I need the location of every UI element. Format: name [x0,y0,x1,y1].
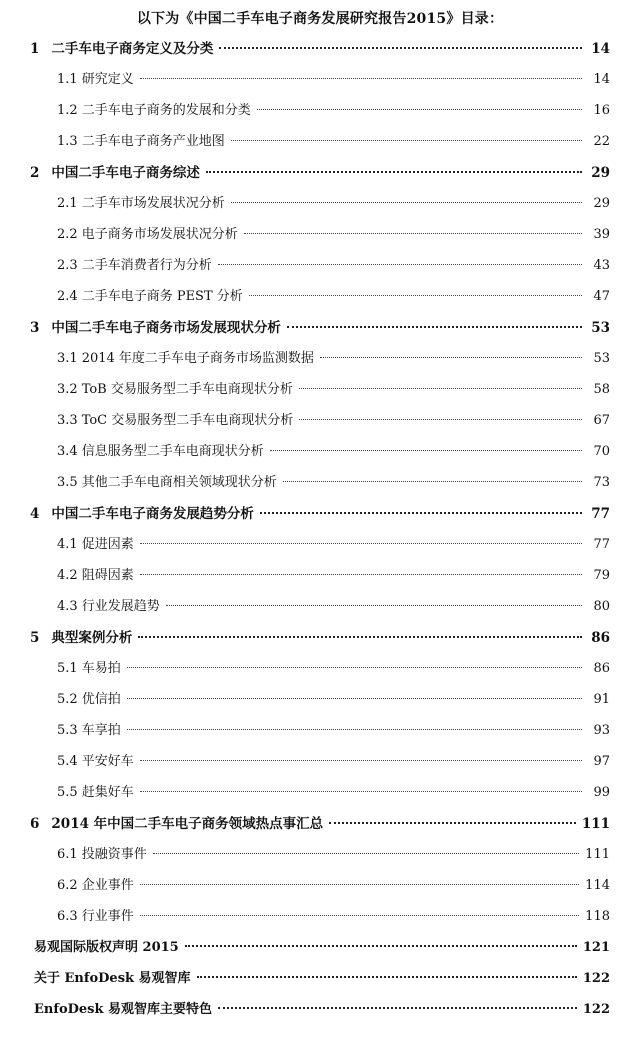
dot-leader [320,357,582,358]
toc-page-number: 118 [585,909,610,924]
toc-chapter[interactable] [30,503,610,525]
toc-label: 投融资事件 [81,847,147,862]
dot-leader [127,667,582,668]
toc-number: 3.5 [57,475,78,490]
toc-section[interactable] [57,131,610,153]
toc-label: 车享拍 [81,723,121,738]
toc-label: 中国二手车电子商务综述 [51,165,200,181]
toc-label: EnfoDesk 易观智库主要特色 [34,1002,213,1017]
toc-number: 1.1 [57,72,78,87]
toc-label: 优信拍 [81,692,121,707]
dot-leader [218,1007,577,1009]
dot-leader [287,326,582,328]
dot-leader [140,574,582,575]
toc-label: 信息服务型二手车电商现状分析 [81,444,264,459]
toc-number: 2 [30,165,40,181]
toc-page-number: 91 [593,692,610,707]
toc-page-number: 16 [593,103,610,118]
dot-leader [140,915,579,916]
toc-number: 2.4 [57,289,78,304]
dot-leader [244,233,582,234]
toc-section[interactable] [57,689,610,711]
toc-label: 二手车消费者行为分析 [81,258,212,273]
dot-leader [257,109,582,110]
toc-label: 二手车电子商务的发展和分类 [81,103,251,118]
toc-section[interactable] [57,472,610,494]
toc-page-number: 86 [593,661,610,676]
toc-label: 车易拍 [81,661,121,676]
toc-section[interactable] [57,596,610,618]
toc-page-number: 77 [591,506,610,522]
toc-page-number: 53 [593,351,610,366]
toc-chapter[interactable] [30,38,610,60]
toc-section[interactable] [57,720,610,742]
toc-label: 促进因素 [81,537,134,552]
dot-leader [138,636,582,638]
dot-leader [140,791,582,792]
toc-label: 典型案例分析 [51,630,133,646]
toc-page-number: 29 [591,165,610,181]
toc-number: 2.1 [57,196,78,211]
toc-label: 2014 年中国二手车电子商务领域热点事汇总 [51,816,324,832]
dot-leader [231,202,582,203]
toc-page-number: 22 [593,134,610,149]
toc-page-number: 14 [593,72,610,87]
toc-number: 3.2 [57,382,78,397]
toc-number: 3.1 [57,351,78,366]
dot-leader [283,481,582,482]
toc-number: 2.3 [57,258,78,273]
toc-appendix[interactable] [34,968,610,990]
toc-section[interactable] [57,906,610,928]
dot-leader [231,140,582,141]
toc-number: 3.3 [57,413,78,428]
toc-number: 5.5 [57,785,78,800]
dot-leader [299,419,582,420]
toc-label: 关于 EnfoDesk 易观智库 [34,971,191,986]
toc-label: 赶集好车 [81,785,134,800]
toc-section[interactable] [57,69,610,91]
toc-page-number: 122 [582,971,610,986]
toc-page-number: 29 [593,196,610,211]
toc-number: 6 [30,816,40,832]
dot-leader [329,822,576,824]
dot-leader [270,450,582,451]
toc-label: 电子商务市场发展状况分析 [81,227,238,242]
toc-section[interactable] [57,658,610,680]
dot-leader [166,605,582,606]
dot-leader [206,171,582,173]
toc-number: 2.2 [57,227,78,242]
toc-section[interactable] [57,844,610,866]
dot-leader [299,388,582,389]
toc-number: 1.3 [57,134,78,149]
toc-chapter[interactable] [30,627,610,649]
toc-page-number: 47 [593,289,610,304]
toc-page-number: 70 [593,444,610,459]
toc-page-number: 121 [582,940,610,955]
toc-page-number: 80 [593,599,610,614]
toc-label: 二手车电子商务 PEST 分析 [81,289,243,304]
toc-page-number: 97 [593,754,610,769]
toc-number: 4.2 [57,568,78,583]
toc-section[interactable] [57,100,610,122]
toc-label: 阻碍因素 [81,568,134,583]
toc-section[interactable] [57,379,610,401]
toc-label: 二手车市场发展状况分析 [81,196,225,211]
toc-chapter[interactable] [30,317,610,339]
toc-number: 3.4 [57,444,78,459]
dot-leader [153,853,579,854]
dot-leader [197,976,577,978]
toc-label: 研究定义 [81,72,134,87]
toc-section[interactable] [57,255,610,277]
toc-page-number: 111 [585,847,610,862]
dot-leader [218,264,582,265]
toc-section[interactable] [57,348,610,370]
toc-section[interactable] [57,410,610,432]
toc-label: 二手车电子商务定义及分类 [51,41,214,57]
toc-number: 5.4 [57,754,78,769]
toc-section[interactable] [57,782,610,804]
toc-label: 2014 年度二手车电子商务市场监测数据 [81,351,314,366]
toc-label: 行业事件 [81,909,134,924]
toc-section[interactable] [57,193,610,215]
toc-number: 4 [30,506,40,522]
toc-number: 5.2 [57,692,78,707]
dot-leader [140,760,582,761]
dot-leader [249,295,582,296]
dot-leader [140,884,579,885]
toc-number: 6.3 [57,909,78,924]
toc-page-number: 114 [585,878,610,893]
toc-appendix[interactable] [34,999,610,1021]
toc-label: 易观国际版权声明 2015 [34,940,179,955]
toc-label: 其他二手车电商相关领域现状分析 [81,475,277,490]
toc-section[interactable] [57,224,610,246]
toc-page-number: 99 [593,785,610,800]
toc-number: 5.1 [57,661,78,676]
toc-number: 4.3 [57,599,78,614]
toc-label: 行业发展趋势 [81,599,160,614]
toc-page-number: 122 [582,1002,610,1017]
toc-page-number: 43 [593,258,610,273]
toc-section[interactable] [57,441,610,463]
toc-page-number: 53 [591,320,610,336]
toc-label: 平安好车 [81,754,134,769]
toc-page-number: 86 [591,630,610,646]
toc-number: 1.2 [57,103,78,118]
toc-number: 4.1 [57,537,78,552]
toc-section[interactable] [57,751,610,773]
toc-section[interactable] [57,286,610,308]
toc-chapter[interactable] [30,813,610,835]
toc-label: 企业事件 [81,878,134,893]
toc-page-number: 77 [593,537,610,552]
dot-leader [140,78,582,79]
toc-page-number: 93 [593,723,610,738]
toc-number: 5.3 [57,723,78,738]
toc-page-number: 79 [593,568,610,583]
dot-leader [127,729,582,730]
toc-number: 3 [30,320,40,336]
toc-label: ToB 交易服务型二手车电商现状分析 [81,382,293,397]
toc-number: 6.1 [57,847,78,862]
toc-label: 中国二手车电子商务发展趋势分析 [51,506,254,522]
toc-label: 中国二手车电子商务市场发展现状分析 [51,320,281,336]
page-title: 以下为《中国二手车电子商务发展研究报告2015》目录： [136,11,504,27]
toc-section[interactable] [57,534,610,556]
toc-page-number: 73 [593,475,610,490]
toc-number: 1 [30,41,40,57]
dot-leader [260,512,582,514]
dot-leader [127,698,582,699]
toc-page-number: 111 [581,816,610,832]
dot-leader [140,543,582,544]
toc-label: 二手车电子商务产业地图 [81,134,225,149]
toc-chapter[interactable] [30,162,610,184]
toc-page-number: 58 [593,382,610,397]
dot-leader [185,945,577,947]
toc-section[interactable] [57,875,610,897]
toc-page-number: 39 [593,227,610,242]
toc-appendix[interactable] [34,937,610,959]
toc-section[interactable] [57,565,610,587]
toc-label: ToC 交易服务型二手车电商现状分析 [81,413,294,428]
toc-page-number: 14 [591,41,610,57]
dot-leader [219,47,582,49]
toc-page-number: 67 [593,413,610,428]
toc-number: 5 [30,630,40,646]
toc-number: 6.2 [57,878,78,893]
